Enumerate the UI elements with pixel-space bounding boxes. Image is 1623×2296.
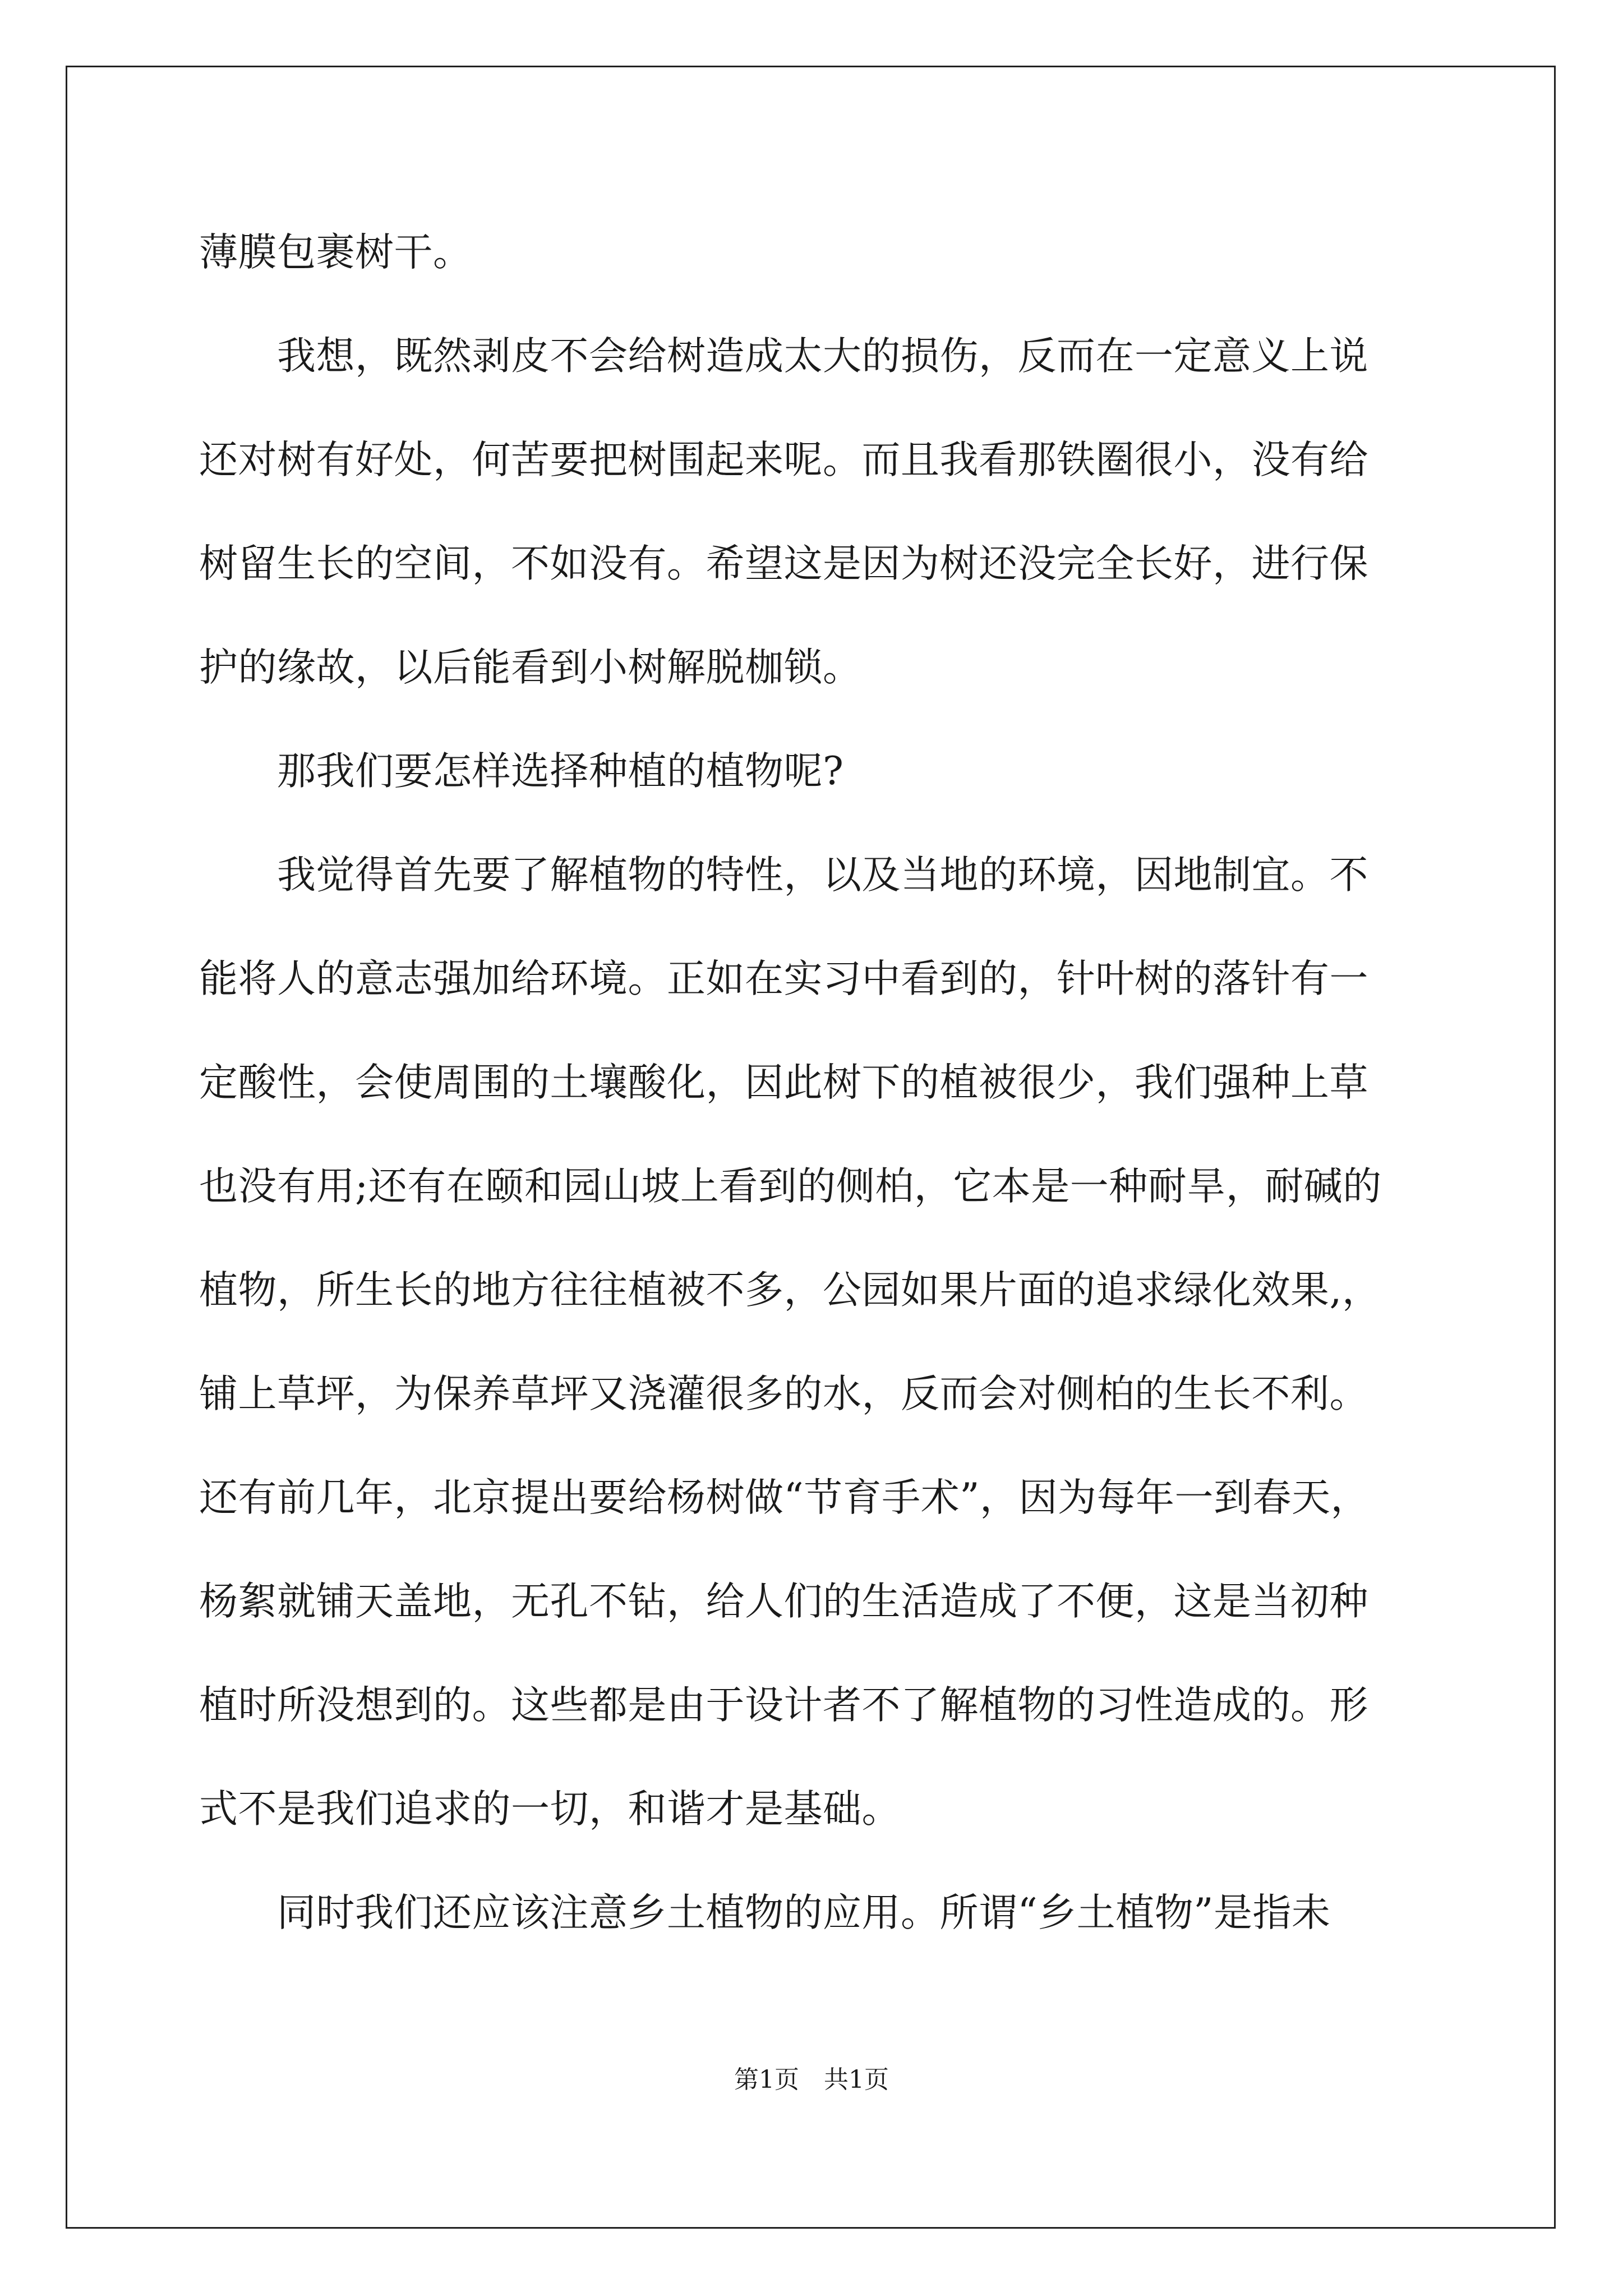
paragraph-line: 我觉得首先要了解植物的特性，以及当地的环境，因地制宜。不	[199, 853, 1368, 898]
paragraph-line: 还对树有好处，何苦要把树围起来呢。而且我看那铁圈很小，没有给	[199, 438, 1368, 482]
paragraph-line: 薄膜包裹树干。	[199, 230, 472, 275]
paragraph-line: 式不是我们追求的一切，和谐才是基础。	[199, 1787, 901, 1832]
paragraph-line: 还有前几年，北京提出要给杨树做“节育手术”，因为每年一到春天，	[199, 1475, 1370, 1520]
paragraph-line: 那我们要怎样选择种植的植物呢?	[199, 749, 844, 794]
paragraph-line: 我想，既然剥皮不会给树造成太大的损伤，反而在一定意义上说	[199, 334, 1368, 379]
paragraph-line: 树留生长的空间，不如没有。希望这是因为树还没完全长好，进行保	[199, 541, 1368, 586]
paragraph-line: 铺上草坪，为保养草坪又浇灌很多的水，反而会对侧柏的生长不利。	[199, 1372, 1368, 1416]
paragraph-line: 植物，所生长的地方往往植被不多，公园如果片面的追求绿化效果,，	[199, 1268, 1381, 1313]
paragraph-line: 植时所没想到的。这些都是由于设计者不了解植物的习性造成的。形	[199, 1683, 1368, 1728]
paragraph-line: 护的缘故，以后能看到小树解脱枷锁。	[199, 645, 862, 690]
paragraph-line: 也没有用;还有在颐和园山坡上看到的侧柏，它本是一种耐旱，耐碱的	[199, 1164, 1382, 1209]
paragraph-line: 定酸性，会使周围的土壤酸化，因此树下的植被很少，我们强种上草	[199, 1060, 1368, 1105]
paragraph-line: 能将人的意志强加给环境。正如在实习中看到的，针叶树的落针有一	[199, 956, 1368, 1001]
paragraph-line: 同时我们还应该注意乡土植物的应用。所谓“乡土植物”是指未	[199, 1890, 1331, 1935]
page-number-footer: 第1页 共1页	[734, 2065, 889, 2094]
paragraph-line: 杨絮就铺天盖地，无孔不钻，给人们的生活造成了不便，这是当初种	[199, 1579, 1368, 1624]
